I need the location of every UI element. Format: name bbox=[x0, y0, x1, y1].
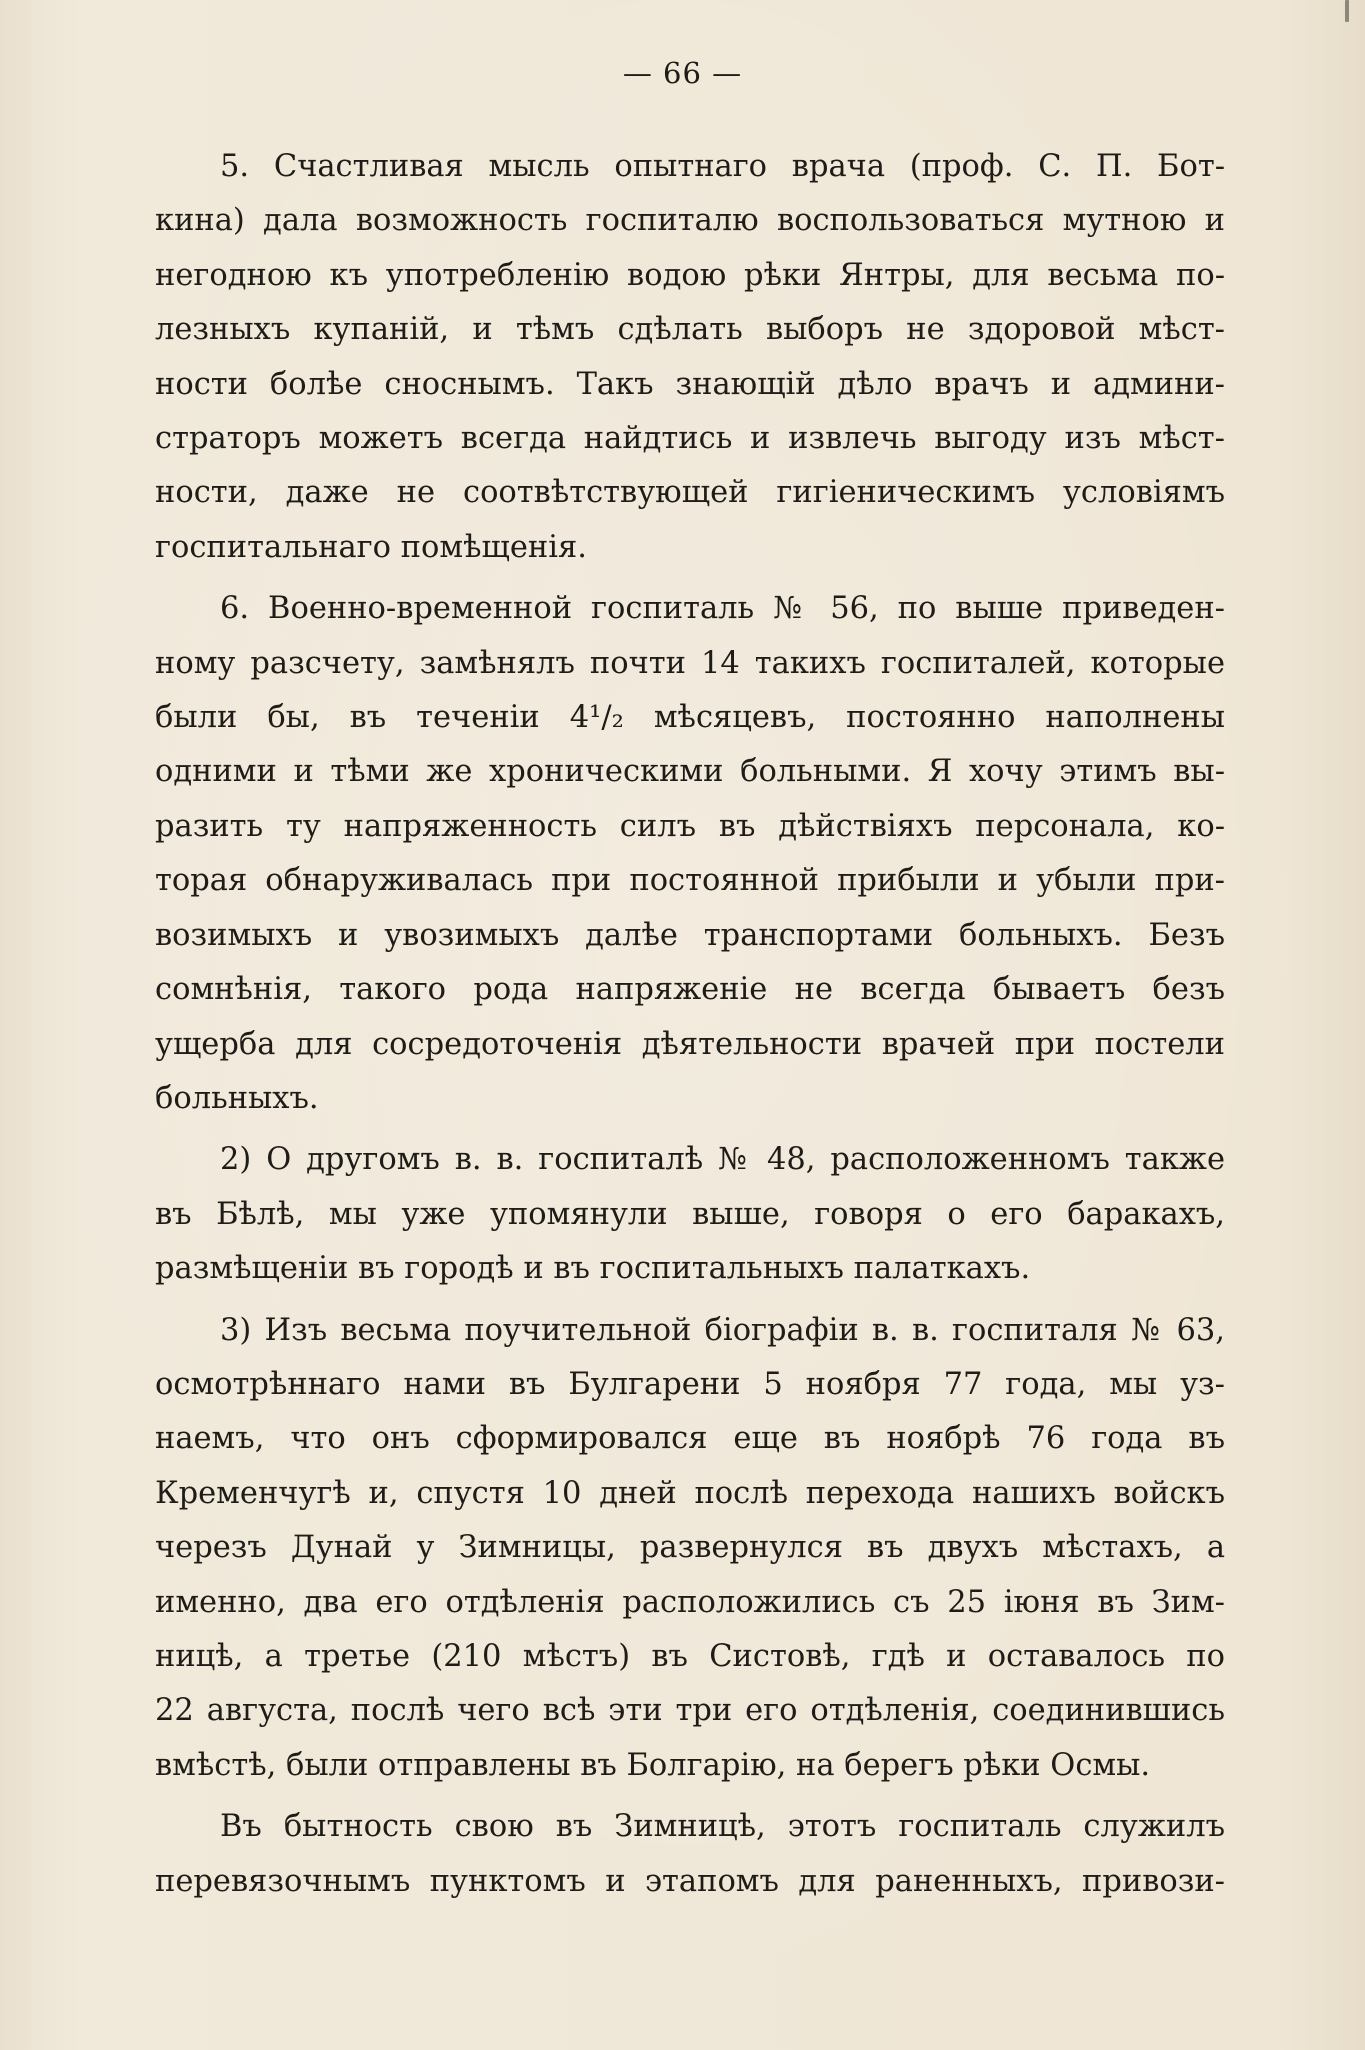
text-line: 6. Военно-временной госпиталь № 56, по выше приведен- bbox=[220, 591, 1225, 627]
text-line: ному разсчету, замѣнялъ почти 14 такихъ госпиталей, которые bbox=[155, 645, 1225, 681]
paragraph-2 bbox=[155, 1133, 1225, 1296]
text-line: были бы, въ теченіи 4¹/₂ мѣсяцевъ, постоянно наполнены bbox=[155, 700, 1225, 736]
text-line: торая обнаруживалась при постоянной прибыли и убыли при- bbox=[155, 863, 1225, 899]
text-line: одними и тѣми же хроническими больными. Я хочу этимъ вы- bbox=[155, 754, 1225, 790]
text-line: сомнѣнія, такого рода напряженіе не всегда бываетъ безъ bbox=[155, 972, 1225, 1008]
text-line: кина) дала возможность госпиталю воспользоваться мутною и bbox=[155, 203, 1225, 239]
text-line: госпитальнаго помѣщенія. bbox=[155, 529, 587, 565]
text-line: лезныхъ купаній, и тѣмъ сдѣлать выборъ не здоровой мѣст- bbox=[155, 312, 1225, 348]
text-line: перевязочнымъ пунктомъ и этапомъ для раненныхъ, привози- bbox=[155, 1863, 1225, 1899]
text-line: Въ бытность свою въ Зимницѣ, этотъ госпиталь служилъ bbox=[220, 1809, 1225, 1845]
paragraph-4 bbox=[155, 1800, 1225, 1909]
text-line: ущерба для сосредоточенія дѣятельности врачей при постели bbox=[155, 1026, 1225, 1062]
text-line: размѣщеніи въ городѣ и въ госпитальныхъ палаткахъ. bbox=[155, 1251, 1031, 1287]
text-line: ности болѣе сноснымъ. Такъ знающій дѣло врачъ и админи- bbox=[155, 366, 1225, 402]
text-line: въ Бѣлѣ, мы уже упомянули выше, говоря о его баракахъ, bbox=[155, 1196, 1225, 1232]
paragraph-6 bbox=[155, 582, 1225, 1126]
text-line: 2) О другомъ в. в. госпиталѣ № 48, расположенномъ также bbox=[220, 1142, 1225, 1178]
text-line: негодною къ употребленію водою рѣки Янтры, для весьма по- bbox=[155, 257, 1225, 293]
text-line: страторъ можетъ всегда найдтись и извлечь выгоду изъ мѣст- bbox=[155, 421, 1225, 457]
text-line: 22 августа, послѣ чего всѣ эти три его отдѣленія, соединившись bbox=[155, 1693, 1225, 1729]
paragraph-3 bbox=[155, 1304, 1225, 1794]
text-line: больныхъ. bbox=[155, 1080, 319, 1116]
text-line: разить ту напряженность силъ въ дѣйствіяхъ персонала, ко- bbox=[155, 808, 1225, 844]
text-line: осмотрѣннаго нами въ Булгарени 5 ноября 77 года, мы уз- bbox=[155, 1366, 1225, 1402]
text-line: 5. Счастливая мысль опытнаго врача (проф. С. П. Бот- bbox=[220, 149, 1225, 184]
text-line: Кременчугѣ и, спустя 10 дней послѣ перехода нашихъ войскъ bbox=[155, 1475, 1225, 1511]
text-line: наемъ, что онъ сформировался еще въ ноябрѣ 76 года въ bbox=[155, 1421, 1225, 1457]
paragraph-5 bbox=[155, 140, 1225, 575]
text-line: ности, даже не соотвѣтствующей гигіеническимъ условіямъ bbox=[155, 475, 1225, 511]
text-line: вмѣстѣ, были отправлены въ Болгарію, на берегъ рѣки Осмы. bbox=[155, 1747, 1151, 1783]
text-line: возимыхъ и увозимыхъ далѣе транспортами больныхъ. Безъ bbox=[155, 917, 1225, 953]
text-line: черезъ Дунай у Зимницы, развернулся въ двухъ мѣстахъ, а bbox=[155, 1530, 1225, 1566]
page-number: — 66 — bbox=[622, 56, 743, 90]
text-line: 3) Изъ весьма поучительной біографіи в. в. госпиталя № 63, bbox=[220, 1312, 1225, 1348]
text-body bbox=[155, 140, 1225, 1916]
edge-mark bbox=[1345, 0, 1349, 22]
text-line: ницѣ, а третье (210 мѣстъ) въ Систовѣ, гдѣ и оставалось по bbox=[155, 1638, 1225, 1674]
text-line: именно, два его отдѣленія расположились съ 25 іюня въ Зим- bbox=[155, 1584, 1225, 1620]
